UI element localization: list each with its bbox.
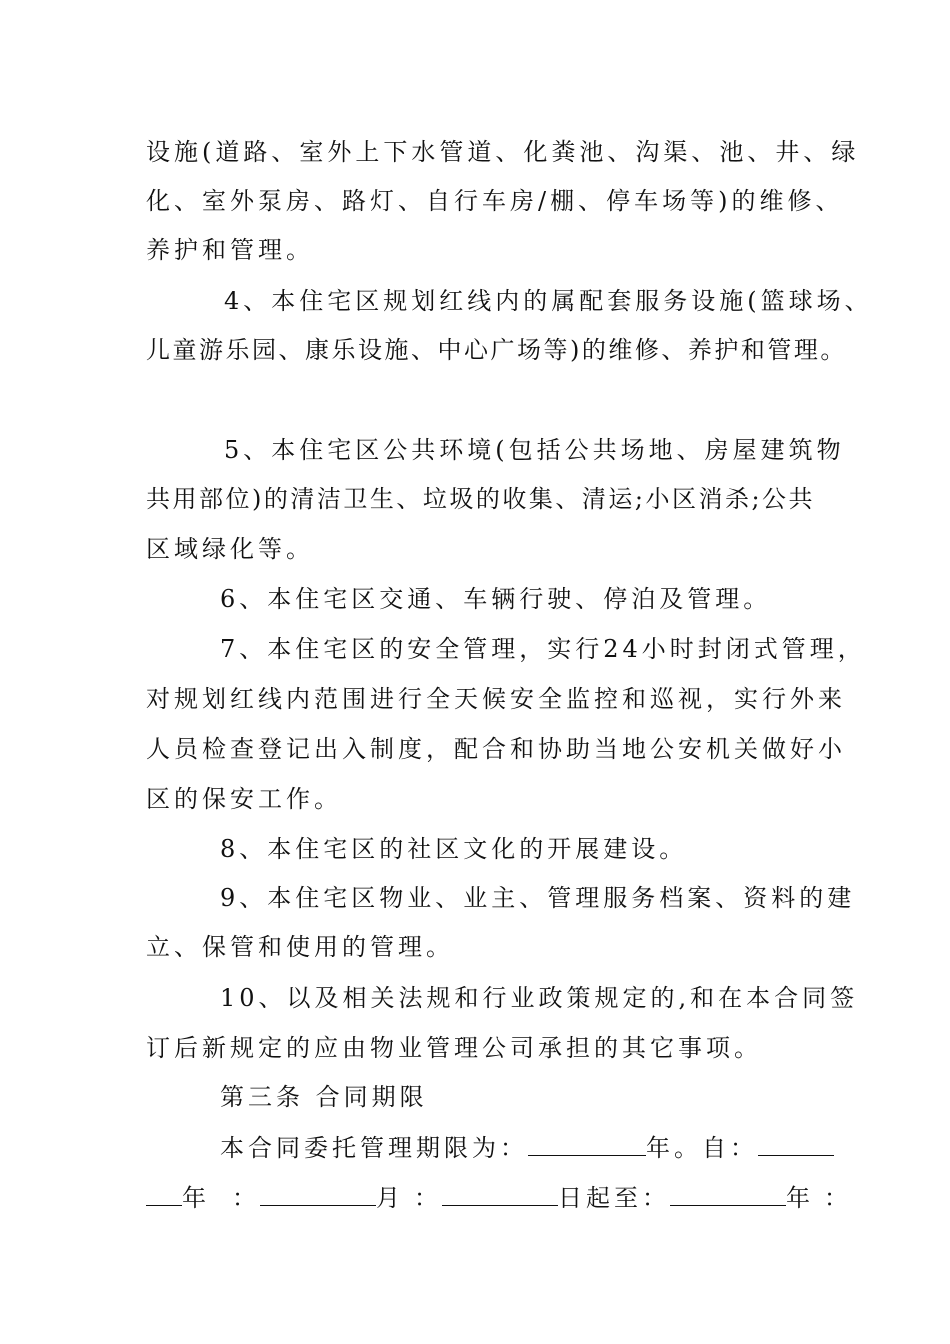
paragraph-4-line-2: 儿童游乐园、康乐设施、中心广场等)的维修、养护和管理。 [146, 336, 847, 364]
start-year-blank-part2[interactable] [146, 1183, 182, 1206]
paragraph-7-line-2: 对规划红线内范围进行全天候安全监控和巡视，实行外来 [146, 685, 846, 713]
term-prefix: 本合同委托管理期限为： [220, 1134, 528, 1162]
term-line-2 [146, 1182, 852, 1214]
paragraph-8-line-1: 8、本住宅区的社区文化的开展建设。 [220, 835, 688, 863]
start-month-label: 月 [376, 1184, 404, 1212]
paragraph-7-line-3: 人员检查登记出入制度，配合和协助当地公安机关做好小 [146, 735, 846, 763]
paragraph-5-line-3: 区域绿化等。 [146, 535, 314, 563]
start-month-blank[interactable] [260, 1183, 376, 1206]
day-to-label: 日起至： [558, 1184, 670, 1212]
term-line-1 [220, 1132, 834, 1164]
paragraph-3-line-1: 设施(道路、室外上下水管道、化粪池、沟渠、池、井、绿 [146, 138, 860, 166]
end-colon: ： [824, 1184, 852, 1212]
end-year-label: 年 [786, 1184, 814, 1212]
month-colon: ： [414, 1184, 442, 1212]
start-year-blank-part1[interactable] [758, 1133, 834, 1156]
paragraph-5-line-1: 5、本住宅区公共环境(包括公共场地、房屋建筑物 [224, 436, 845, 464]
paragraph-10-line-2: 订后新规定的应由物业管理公司承担的其它事项。 [146, 1034, 762, 1062]
paragraph-9-line-2: 立、保管和使用的管理。 [146, 933, 454, 961]
start-year-label: 年 [182, 1184, 210, 1212]
end-year-blank[interactable] [670, 1183, 786, 1206]
start-day-blank[interactable] [442, 1183, 558, 1206]
paragraph-7-line-1: 7、本住宅区的安全管理，实行24小时封闭式管理， [220, 635, 866, 663]
paragraph-3-line-2: 化、室外泵房、路灯、自行车房/棚、停车场等)的维修、 [146, 187, 844, 215]
paragraph-9-line-1: 9、本住宅区物业、业主、管理服务档案、资料的建 [220, 884, 856, 912]
paragraph-6-line-1: 6、本住宅区交通、车辆行驶、停泊及管理。 [220, 585, 772, 613]
paragraph-10-line-1: 10、以及相关法规和行业政策规定的,和在本合同签 [220, 984, 859, 1012]
term-year-label: 年。自： [646, 1134, 758, 1162]
term-years-blank[interactable] [528, 1133, 646, 1156]
paragraph-7-line-4: 区的保安工作。 [146, 785, 342, 813]
start-colon: ： [232, 1184, 260, 1212]
paragraph-3-line-3: 养护和管理。 [146, 236, 314, 264]
paragraph-4-line-1: 4、本住宅区规划红线内的属配套服务设施(篮球场、 [224, 287, 873, 315]
paragraph-5-line-2: 共用部位)的清洁卫生、垃圾的收集、清运;小区消杀;公共 [146, 485, 816, 513]
article-heading: 第三条 合同期限 [220, 1083, 428, 1111]
